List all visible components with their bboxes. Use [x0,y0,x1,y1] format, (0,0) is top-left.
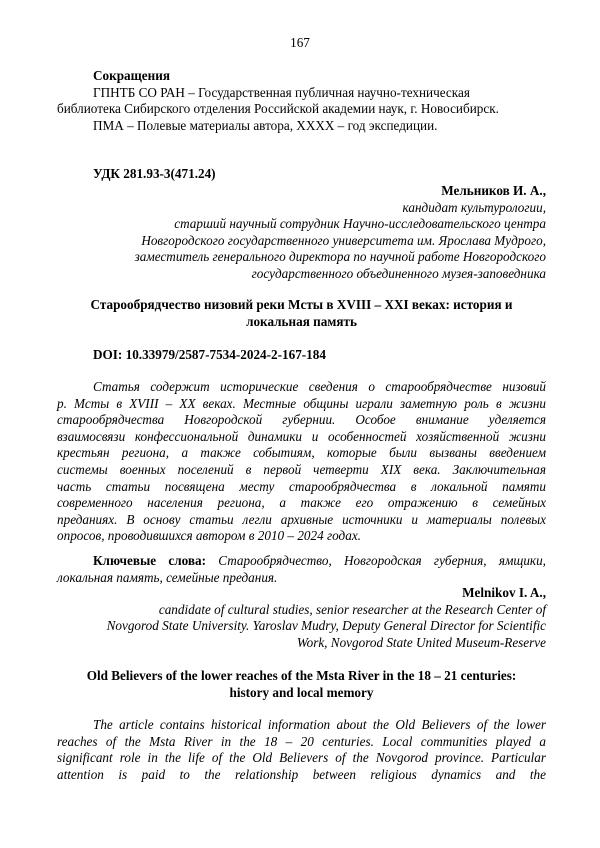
author-block-ru [57,183,546,283]
title-en-line: history and local memory [229,684,374,700]
abstract-ru-line: часть статьи посвящена месту старообрядчества в локальной памяти [57,478,546,494]
abbreviations-section [57,68,546,134]
abstract-ru-line: крестьян региона, а также событиям, которые были вызваны введением [57,445,546,461]
abstract-ru-line: старообрядчества Новгородской губернии. Особое внимание уделяется [57,412,546,428]
author-block-en [57,585,546,651]
abstract-en-line: attention is paid to the relationship between religious dynamics and the [57,766,546,782]
abbreviations-heading: Сокращения [93,68,170,83]
author-affiliation-ru-line: государственного объединенного музея-заповедника [251,265,546,281]
doi-section [57,347,546,364]
abstract-ru-line: опросов, проводившихся автором в 2010 – 2024 годах. [57,528,361,544]
udk-code: УДК 281.93-3(471.24) [93,166,216,181]
title-ru-line: Старообрядчество низовий реки Мсты в XVIII – XXI веках: история и [90,297,513,312]
author-affiliation-ru-line: Новгородского государственного университета им. Ярослава Мудрого, [141,232,546,248]
abstract-ru-line: р. Мсты в XVIII – XX веках. Местные общины играли заметную роль в жизни [57,395,546,411]
abstract-ru-line: Статья содержит исторические сведения о старообрядчестве низовий [93,379,546,394]
page-number: 167 [290,35,310,50]
title-ru-line: локальная память [246,313,357,329]
article-title-ru [57,297,546,330]
author-affiliation-en-line: Work, Novgorod State United Museum-Reserve [296,634,546,650]
abstract-en-line: reaches of the Msta River in the 18 – 20 centuries. Local communities played a [57,733,546,749]
title-en-line: Old Believers of the lower reaches of the Msta River in the 18 – 21 centuries: [86,668,517,683]
udk-section [57,166,546,183]
keywords-ru [57,553,546,586]
abstract-ru-line: системы военных поселений в первой четверти XIX века. Заключительная [57,461,546,477]
abstract-ru-line: современного населения региона, а также его отражению в семейных [57,495,546,511]
article-title-en [57,668,546,701]
abstract-en [57,717,546,783]
author-affiliation-ru-line: старший научный сотрудник Научно-исследовательского центра [174,216,546,232]
abstract-en-line: The article contains historical information about the Old Believers of the lower [93,717,546,732]
abbreviation-gpntb-line-2: библиотека Сибирского отделения Российской академии наук, г. Новосибирск. [57,101,499,117]
abstract-ru-line: преданиях. В основу статьи легли архивные источники и материалы полевых [57,511,546,527]
author-affiliation-ru-line: кандидат культурологии, [402,199,546,215]
abstract-ru [57,379,546,545]
keywords-label: Ключевые слова: [93,553,206,568]
keywords-text-line-2: локальная память, семейные предания. [57,569,278,585]
author-affiliation-en-line: candidate of cultural studies, senior researcher at the Research Center of [158,601,546,617]
abstract-en-line: significant role in the life of the Old Believers of the Novgorod province. Particular [57,750,546,766]
author-name-en: Melnikov I. A., [462,585,546,600]
abbreviation-gpntb-line-1: ГПНТБ СО РАН – Государственная публичная научно-техническая [93,84,470,100]
abstract-ru-line: взаимосвязи конфессиональной динамики и особенностей хозяйственной жизни [57,428,546,444]
abbreviation-pma: ПМА – Полевые материалы автора, XXXX – год экспедиции. [93,117,438,133]
author-affiliation-ru-line: заместитель генерального директора по научной работе Новгородского [134,249,546,265]
doi: DOI: 10.33979/2587-7534-2024-2-167-184 [93,347,326,362]
author-name-ru: Мельников И. А., [441,183,546,198]
author-affiliation-en-line: Novgorod State University. Yaroslav Mudry, Deputy General Director for Scientific [106,618,546,634]
keywords-text-line-1: Старообрядчество, Новгородская губерния, ямщики, [205,553,546,568]
